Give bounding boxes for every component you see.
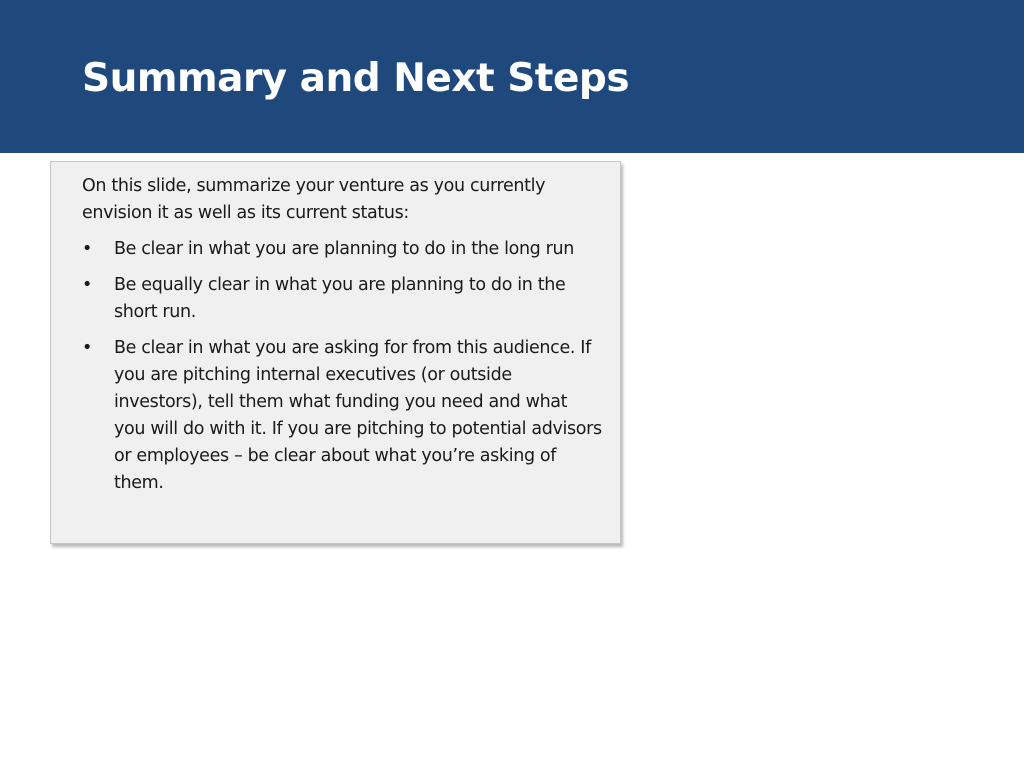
bullet-item: [82, 335, 602, 497]
bullet-icon: •: [82, 275, 92, 295]
content-text: [82, 173, 602, 497]
bullet-text: Be clear in what you are asking for from this audience. If you are pitching internal executives (or outside investors), tell them what funding you need and what you will do with it. If you are pitching to potential advisors or employees – be clear about what you’re asking of them.: [114, 338, 602, 493]
bullet-text: Be clear in what you are planning to do in the long run: [114, 239, 574, 259]
bullet-item: [82, 272, 602, 326]
bullet-icon: •: [82, 239, 92, 259]
bullet-icon: •: [82, 338, 92, 358]
bullet-list: [82, 236, 602, 497]
bullet-text: Be equally clear in what you are planning to do in the short run.: [114, 275, 566, 322]
header-band: [0, 0, 1024, 153]
bullet-item: [82, 236, 602, 263]
slide-title: Summary and Next Steps: [82, 56, 630, 101]
content-box: [50, 161, 621, 544]
intro-text: On this slide, summarize your venture as you currently envision it as well as its current status:: [82, 176, 546, 223]
